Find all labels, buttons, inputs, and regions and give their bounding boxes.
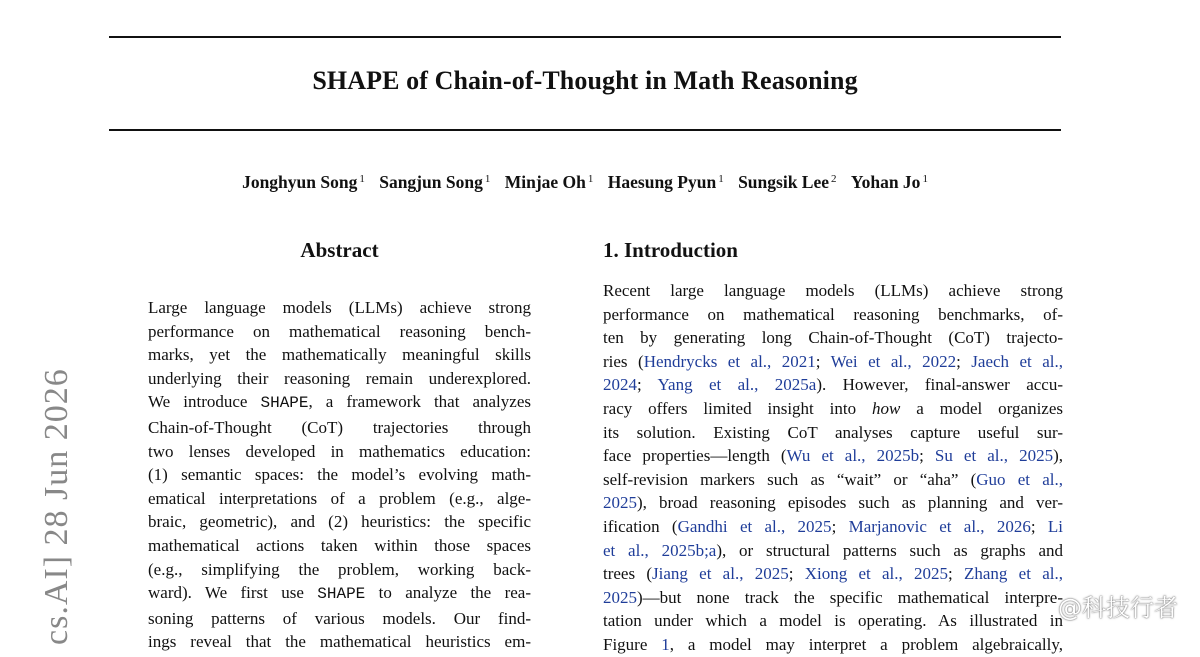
introduction-line: Figure 1, a model may interpret a problem algebraically,	[603, 634, 1064, 654]
introduction-line: self-revision markers such as “wait” or “aha” (Guo et al.,	[603, 469, 1063, 489]
citation-link[interactable]: Jiang et al., 2025	[652, 564, 789, 584]
citation-link[interactable]: Zhang et al.,	[964, 564, 1063, 584]
abstract-line: underlying their reasoning remain underexplored.	[148, 368, 531, 388]
citation-link[interactable]: Xiong et al., 2025	[804, 564, 949, 584]
arxiv-stamp: cs.AI] 28 Jun 2026	[38, 368, 75, 645]
introduction-line: 2025)—but none track the specific mathematical interpre-	[603, 587, 1063, 607]
citation-link[interactable]: Su et al., 2025	[934, 446, 1054, 466]
introduction-line: performance on mathematical reasoning benchmarks, of-	[603, 304, 1063, 324]
introduction-line: ification (Gandhi et al., 2025; Marjanovic et al., 2026; Li	[603, 516, 1063, 536]
framework-name: SHAPE	[317, 585, 366, 604]
abstract-line: marks, yet the mathematically meaningful skills	[148, 345, 531, 365]
author-list	[0, 172, 1170, 193]
abstract-line: (e.g., simplifying the problem, working back-	[148, 559, 531, 579]
author: Yohan Jo $^1$	[850, 172, 928, 192]
introduction-line: racy offers limited insight into how a model organizes	[603, 398, 1063, 418]
citation-link[interactable]: Yang et al., 2025a	[657, 375, 817, 395]
abstract-line: Large language models (LLMs) achieve strong	[148, 298, 531, 317]
introduction-line: ten by generating long Chain-of-Thought (CoT) trajecto-	[603, 328, 1063, 348]
abstract-line: performance on mathematical reasoning bench-	[148, 321, 531, 341]
citation-link[interactable]: Gandhi et al., 2025	[677, 516, 832, 536]
citation-link[interactable]: Jaech et al.,	[971, 351, 1064, 371]
citation-link[interactable]: Li	[1047, 516, 1063, 536]
citation-link[interactable]: 2024	[603, 375, 637, 395]
introduction-line: tation under which a model is operating. As illustrated in	[603, 611, 1063, 631]
emphasis: how	[872, 398, 901, 418]
introduction-line: trees (Jiang et al., 2025; Xiong et al., 2025; Zhang et al.,	[603, 564, 1063, 584]
abstract-line: Chain-of-Thought (CoT) trajectories through	[148, 417, 531, 437]
author: Haesung Pyun $^1$	[607, 172, 724, 192]
introduction-line: et al., 2025b;a), or structural patterns such as graphs and	[603, 540, 1063, 560]
introduction-body	[603, 279, 1063, 657]
citation-link[interactable]: 2025	[603, 587, 637, 607]
introduction-heading: 1. Introduction	[603, 238, 738, 262]
abstract-heading: Abstract	[300, 238, 379, 262]
author: Minjae Oh $^1$	[504, 172, 594, 192]
introduction-line: face properties—length (Wu et al., 2025b; Su et al., 2025),	[603, 446, 1063, 466]
citation-link[interactable]: Wei et al., 2022	[830, 351, 957, 371]
introduction-line: ries (Hendrycks et al., 2021; Wei et al., 2022; Jaech et al.,	[603, 351, 1064, 371]
author: Sangjun Song $^1$	[379, 172, 491, 192]
citation-link[interactable]: Hendrycks et al., 2021	[643, 351, 816, 371]
introduction-line: 2025), broad reasoning episodes such as planning and ver-	[603, 493, 1063, 513]
abstract-line: soning patterns of various models. Our find-	[148, 608, 531, 628]
watermark: @科技行者	[1058, 594, 1178, 622]
abstract-body	[148, 296, 531, 654]
abstract-line: (1) semantic spaces: the model’s evolving math-	[148, 465, 531, 485]
author: Jonghyun Song $^1$	[242, 172, 365, 192]
citation-link[interactable]: et al., 2025b;a	[603, 540, 717, 560]
abstract-line: braic, geometric), and (2) heuristics: the specific	[148, 512, 531, 532]
introduction-line: Recent large language models (LLMs) achieve strong	[603, 281, 1063, 300]
introduction-line: its solution. Existing CoT analyses capture useful sur-	[603, 422, 1063, 442]
abstract-line: We introduce SHAPE, a framework that analyzes	[148, 392, 531, 413]
title-rule-bottom	[109, 129, 1061, 131]
citation-link[interactable]: Guo et al.,	[976, 469, 1063, 489]
author: Sungsik Lee $^2$	[738, 172, 837, 192]
title-rule-top	[109, 36, 1061, 38]
abstract-line: ward). We first use SHAPE to analyze the rea-	[148, 583, 531, 604]
citation-link[interactable]: 1	[661, 634, 670, 654]
citation-link[interactable]: Wu et al., 2025b	[786, 446, 920, 466]
framework-name: SHAPE	[260, 394, 309, 413]
abstract-line: two lenses developed in mathematics education:	[148, 441, 531, 461]
paper-title: SHAPE of Chain-of-Thought in Math Reasoning	[312, 66, 858, 95]
citation-link[interactable]: Marjanovic et al., 2026	[848, 516, 1031, 536]
introduction-line: 2024; Yang et al., 2025a). However, final-answer accu-	[603, 375, 1064, 395]
abstract-line: ematical interpretations of a problem (e.g., alge-	[148, 488, 531, 508]
abstract-line: mathematical actions taken within those spaces	[148, 535, 531, 555]
citation-link[interactable]: 2025	[603, 493, 637, 513]
abstract-line: ings reveal that the mathematical heuristics em-	[148, 632, 531, 652]
